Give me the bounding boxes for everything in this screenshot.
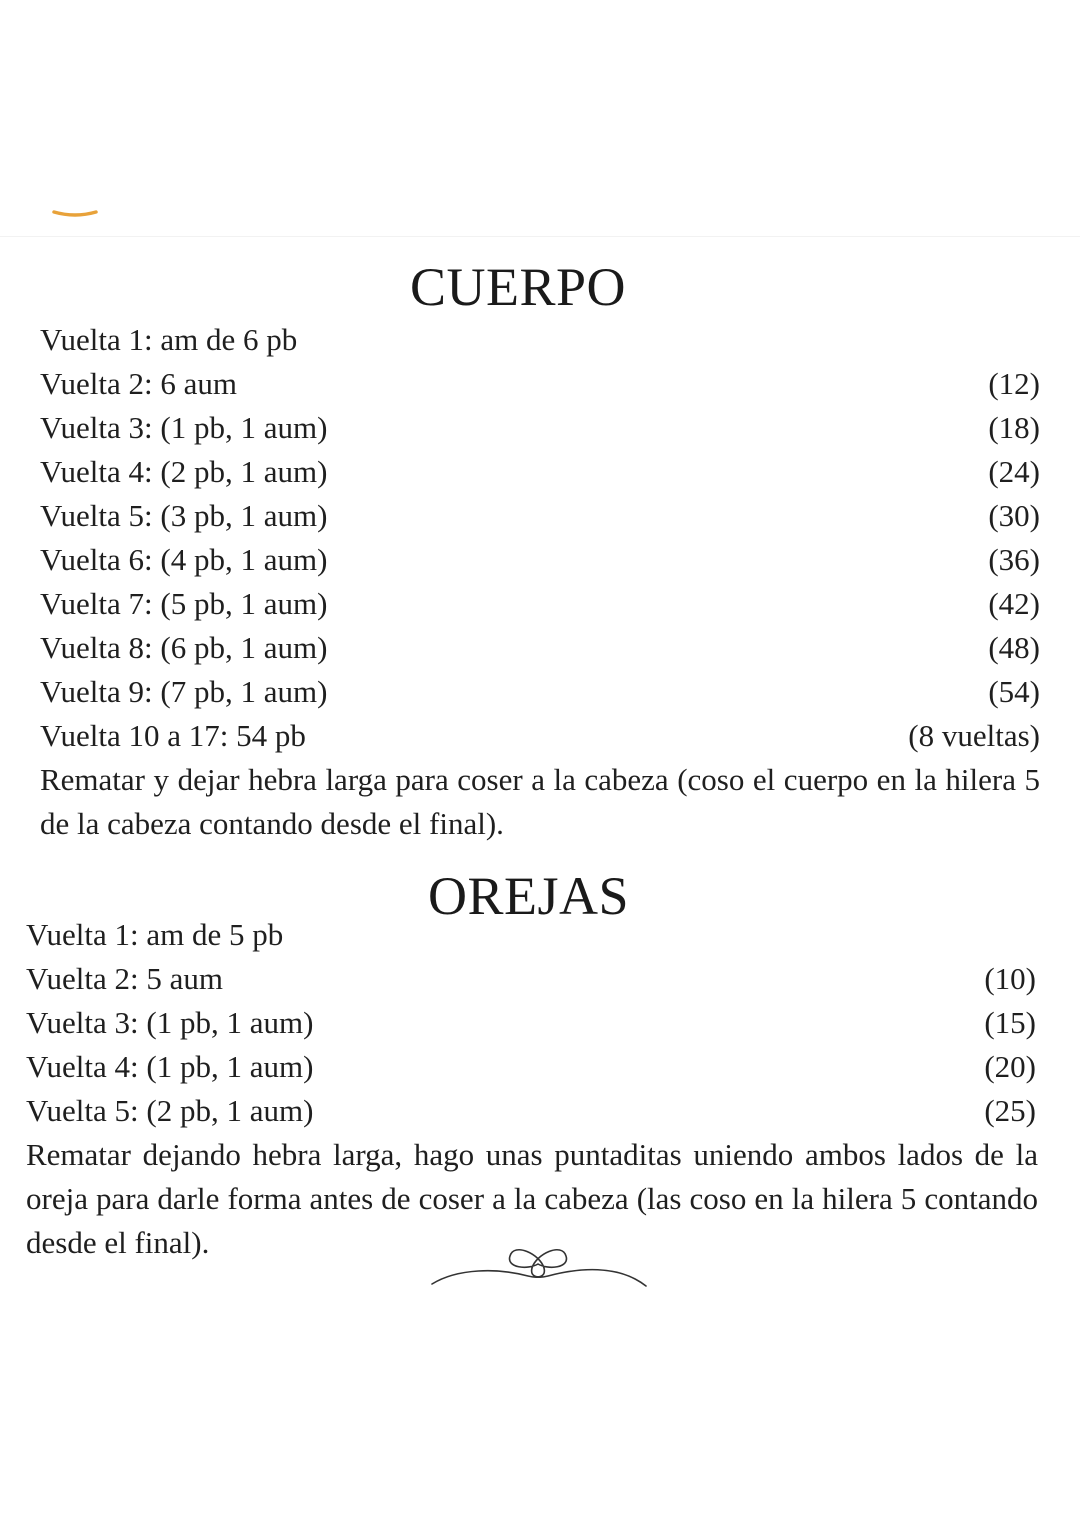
- round-instruction: Vuelta 2: 6 aum: [40, 366, 238, 401]
- orejas-round-row: [26, 1089, 1036, 1133]
- stitch-count: (54): [988, 674, 1040, 709]
- cuerpo-round-row: [40, 582, 1040, 626]
- cuerpo-rounds-list: [40, 318, 1040, 758]
- cuerpo-round-row: [40, 494, 1040, 538]
- stitch-count: (8 vueltas): [908, 718, 1040, 753]
- stitch-count: (10): [984, 961, 1036, 996]
- cuerpo-finishing-note: Rematar y dejar hebra larga para coser a la cabeza (coso el cuerpo en la hilera 5 de la cabeza contando desde el final).: [40, 762, 1040, 841]
- cuerpo-round-row: [40, 406, 1040, 450]
- stitch-count: (25): [984, 1093, 1036, 1128]
- top-divider: [0, 236, 1080, 237]
- stitch-count: (48): [988, 630, 1040, 665]
- orejas-round-row: [26, 957, 1036, 1001]
- cuerpo-round-row: [40, 450, 1040, 494]
- round-instruction: Vuelta 5: (2 pb, 1 aum): [26, 1093, 314, 1128]
- orejas-finishing-note: Rematar dejando hebra larga, hago unas puntaditas uniendo ambos lados de la oreja para darle forma antes de coser a la cabeza (las coso en la hilera 5 contando desde el final).: [26, 1137, 1038, 1260]
- round-instruction: Vuelta 1: am de 5 pb: [26, 917, 284, 952]
- orange-swoosh-icon: [52, 208, 98, 220]
- round-instruction: Vuelta 7: (5 pb, 1 aum): [40, 586, 328, 621]
- orejas-rounds-list: [26, 913, 1036, 1133]
- stitch-count: (18): [988, 410, 1040, 445]
- heart-flourish-icon: [428, 1232, 650, 1294]
- stitch-count: (42): [988, 586, 1040, 621]
- stitch-count: (20): [984, 1049, 1036, 1084]
- section-title-cuerpo: CUERPO: [410, 257, 627, 317]
- round-instruction: Vuelta 8: (6 pb, 1 aum): [40, 630, 328, 665]
- cuerpo-round-row: [40, 670, 1040, 714]
- round-instruction: Vuelta 6: (4 pb, 1 aum): [40, 542, 328, 577]
- round-instruction: Vuelta 3: (1 pb, 1 aum): [40, 410, 328, 445]
- stitch-count: (24): [988, 454, 1040, 489]
- cuerpo-round-row: [40, 362, 1040, 406]
- cuerpo-round-row: [40, 318, 1040, 362]
- round-instruction: Vuelta 4: (2 pb, 1 aum): [40, 454, 328, 489]
- round-instruction: Vuelta 4: (1 pb, 1 aum): [26, 1049, 314, 1084]
- cuerpo-round-row: [40, 538, 1040, 582]
- cuerpo-round-row: [40, 626, 1040, 670]
- stitch-count: (30): [988, 498, 1040, 533]
- round-instruction: Vuelta 5: (3 pb, 1 aum): [40, 498, 328, 533]
- orejas-round-row: [26, 1045, 1036, 1089]
- stitch-count: (15): [984, 1005, 1036, 1040]
- round-instruction: Vuelta 3: (1 pb, 1 aum): [26, 1005, 314, 1040]
- round-instruction: Vuelta 1: am de 6 pb: [40, 322, 298, 357]
- orejas-round-row: [26, 913, 1036, 957]
- round-instruction: Vuelta 2: 5 aum: [26, 961, 224, 996]
- cuerpo-round-row: [40, 714, 1040, 758]
- orejas-round-row: [26, 1001, 1036, 1045]
- round-instruction: Vuelta 9: (7 pb, 1 aum): [40, 674, 328, 709]
- stitch-count: (12): [988, 366, 1040, 401]
- stitch-count: (36): [988, 542, 1040, 577]
- round-instruction: Vuelta 10 a 17: 54 pb: [40, 718, 306, 753]
- section-title-orejas: OREJAS: [428, 866, 630, 926]
